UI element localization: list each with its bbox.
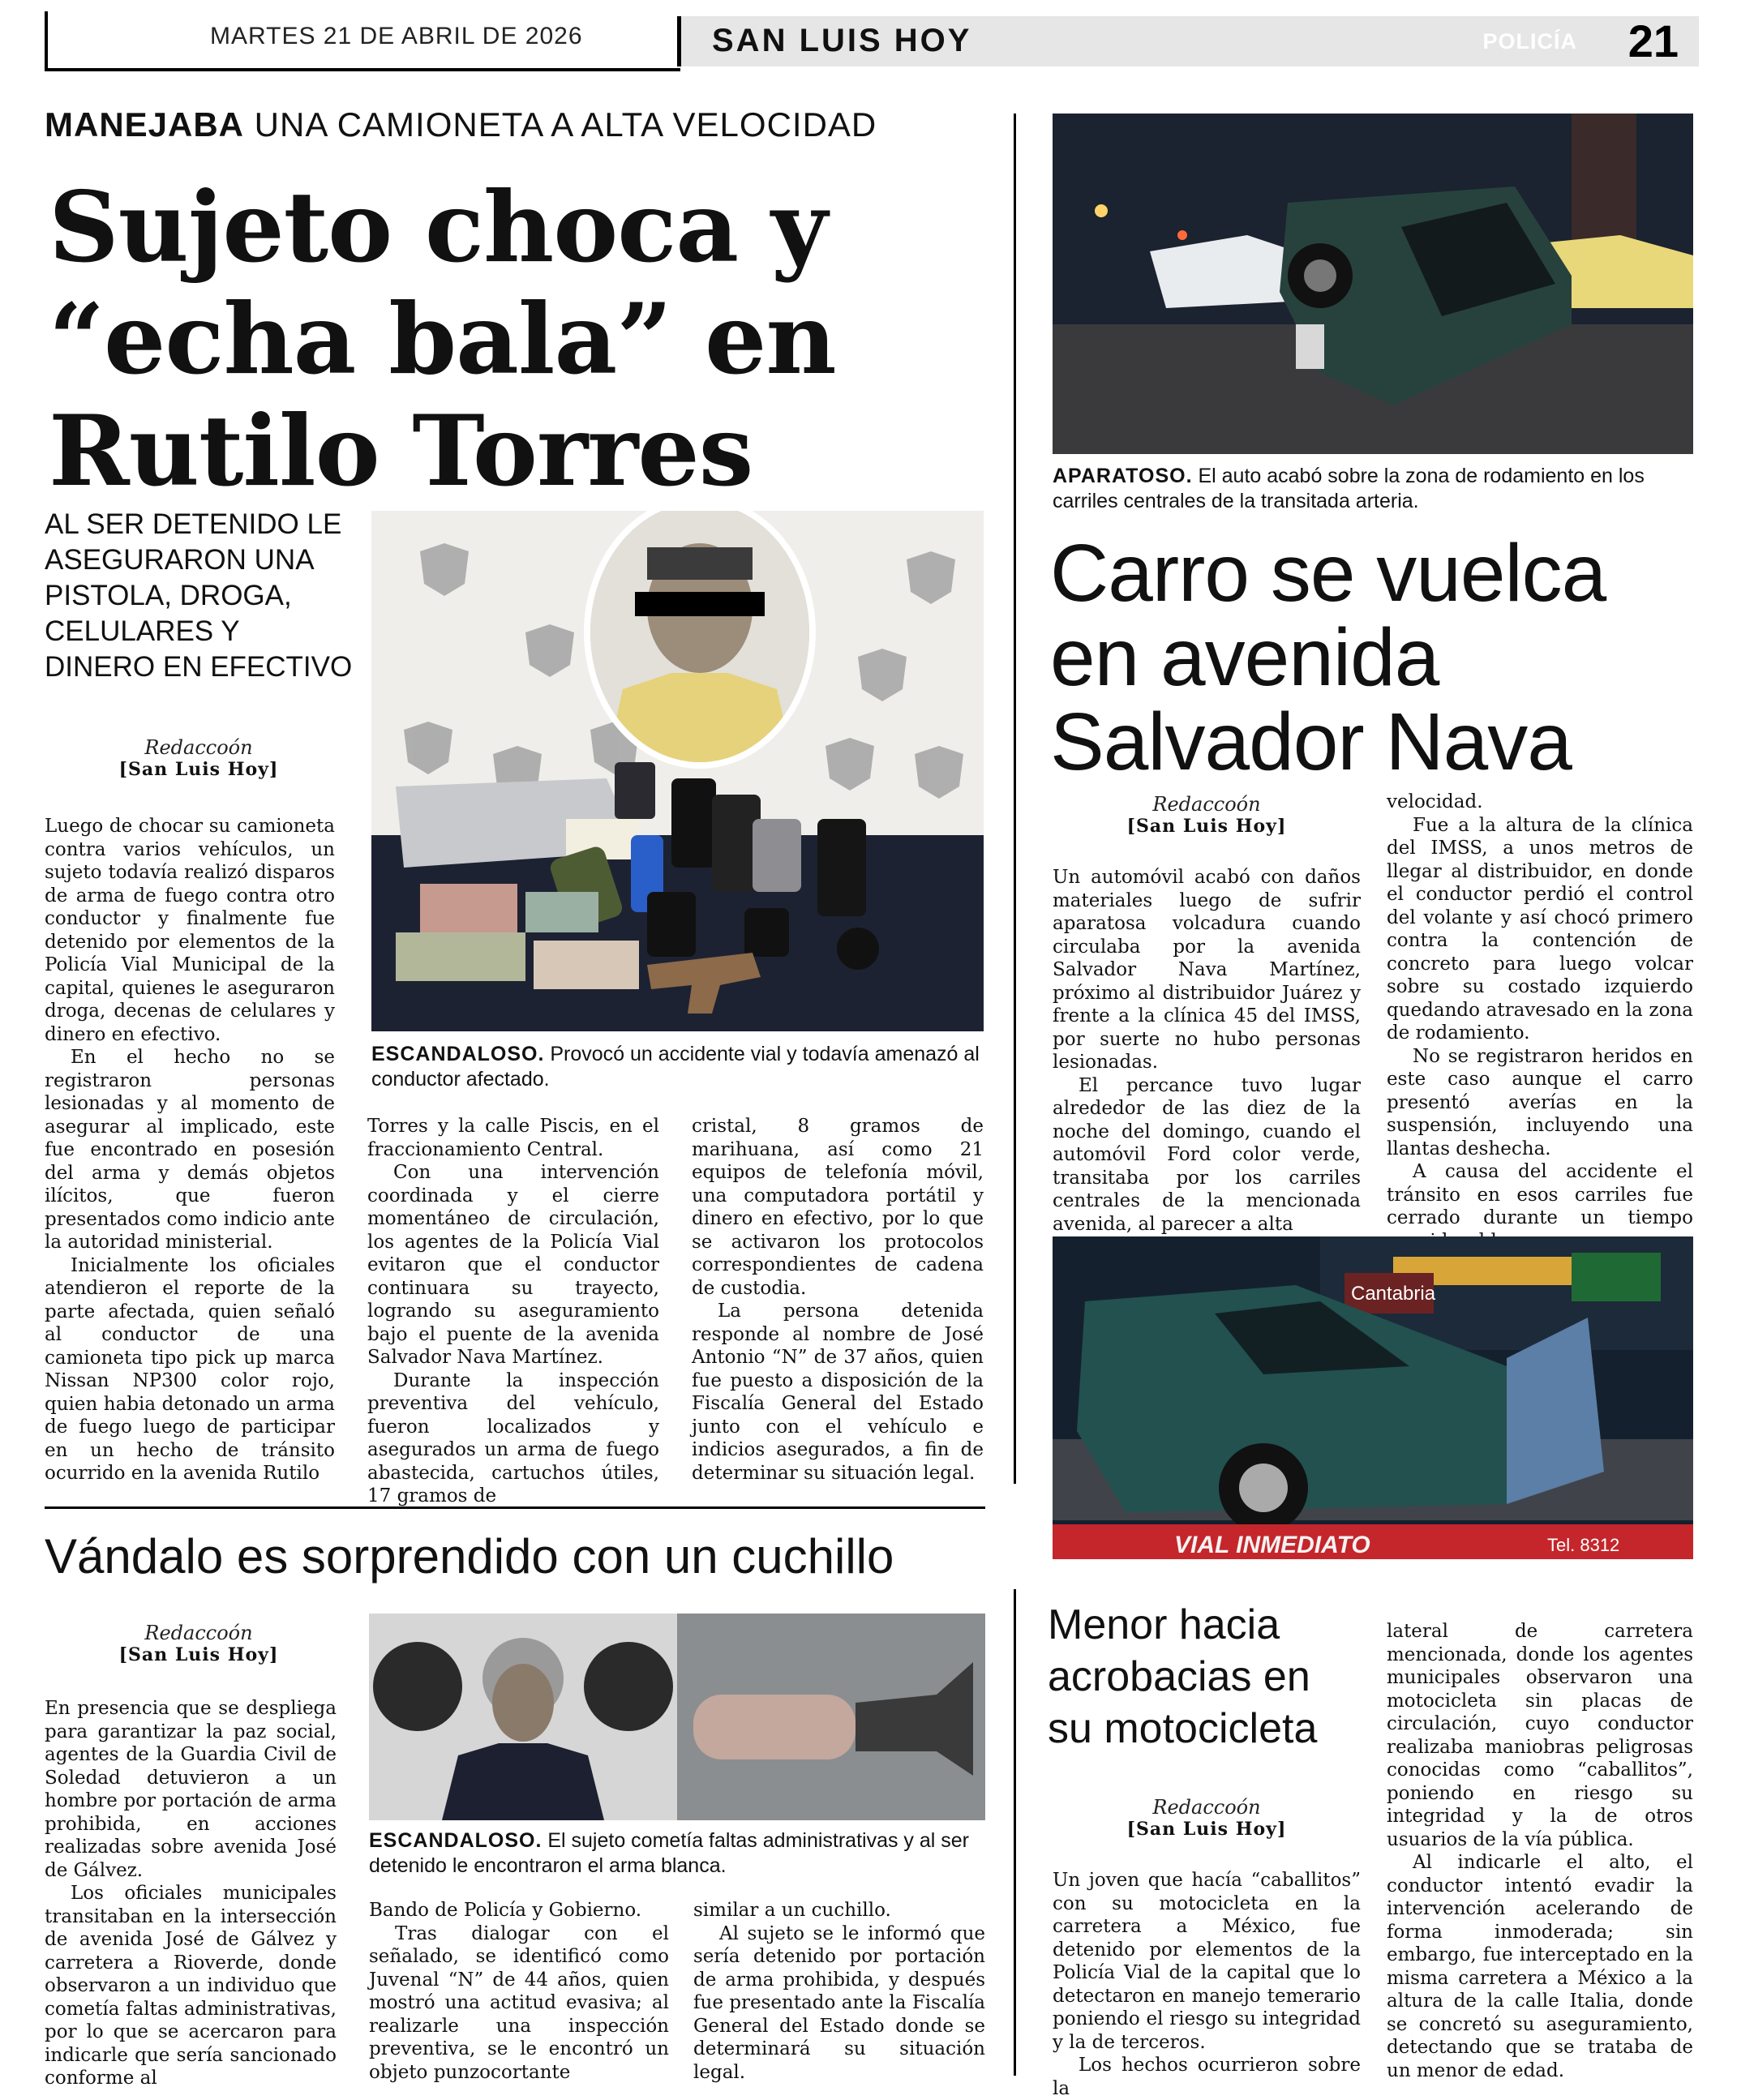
- byline-org: [San Luis Hoy]: [1126, 816, 1287, 837]
- byline-name: Redaccoón: [1152, 793, 1261, 816]
- paragraph: Un joven que hacía “caballitos” con su motocicleta en la carretera a México, fue detenido por elementos de la Policía Vial de la capital que lo detectaron en manejo temerario poniendo el riesgo su integridad y la de terceros.: [1053, 1870, 1361, 2053]
- column-divider-bottom: [1014, 1589, 1016, 2076]
- story2-byline: [1053, 793, 1361, 837]
- story1-headline: [49, 172, 1006, 508]
- story1-deck: AL SER DETENIDO LE ASEGURARON UNA PISTOLA, DROGA, CELULARES Y DINERO EN EFECTIVO: [45, 508, 353, 683]
- kicker-bold: MANEJABA: [45, 105, 245, 144]
- story2-column-2: [1387, 791, 1693, 1253]
- headline-line: Salvador Nava: [1050, 696, 1572, 787]
- paragraph: Durante la inspección preventiva del vehículo, fueron localizados y asegurados un arma de fuego abastecida, cartuchos útiles, 17 gramos de: [367, 1369, 659, 1506]
- byline-name: Redaccoón: [144, 1622, 253, 1644]
- story3-top-rule: [45, 1506, 985, 1509]
- suspect-portrait-svg: [590, 511, 809, 762]
- paragraph: Fue a la altura de la clínica del IMSS, a unos metros de llegar al distribuidor, en donde el conductor perdió el control del volante y así chocó primero contra la contención de concreto para luego volcar sobre su costado izquierdo quedando atravesado en la zona de rodamiento.: [1387, 814, 1693, 1044]
- paragraph: Al sujeto se le informó que sería detenido por portación de arma prohibida, y después fue presentado ante la Fiscalía General del Estado donde se determinará su situación legal.: [693, 1922, 985, 2083]
- headline-line: Menor hacia: [1048, 1601, 1280, 1648]
- column-divider: [1014, 114, 1016, 1484]
- paragraph: Al indicarle el alto, el conductor intentó evadir la intervención acelerando de forma inmoderada; sin embargo, fue interceptado en la misma carretera a México a la altura de la calle Italia, donde se concretó su aseguramiento, detectando que se trataba de un menor de edad.: [1387, 1852, 1693, 2081]
- cantabria-sign-text: Cantabria: [1351, 1283, 1436, 1305]
- byline-name: Redaccoón: [144, 736, 253, 759]
- paragraph: lateral de carretera mencionada, donde los agentes municipales observaron una motocicleta sin placas de circulación, cuyo conductor realizaba maniobras peligrosas conocidas como “caballitos”, poniendo en riesgo su integridad y la de otros usuarios de la vía pública.: [1387, 1621, 1693, 1850]
- paragraph: similar a un cuchillo.: [693, 1900, 891, 1921]
- header-right-bar: [677, 16, 1699, 66]
- story1-column-2: [367, 1115, 659, 1508]
- paragraph: En presencia que se despliega para garantizar la paz social, agentes de la Guardia Civil de Soledad detuvieron a un hombre por portación de arma prohibida, en acciones realizadas sobre avenida José de Gálvez.: [45, 1698, 337, 1881]
- caption-text: El sujeto cometía faltas administrativas y al ser detenido le encontraron el arma blanca.: [369, 1829, 970, 1877]
- kicker-rest: UNA CAMIONETA A ALTA VELOCIDAD: [244, 105, 877, 144]
- paragraph: Con una intervención coordinada y el cierre momentáneo de circulación, los agentes de la Policía Vial evitaron que el conductor continuara su trayecto, logrando su aseguramiento bajo el puente de la avenida Salvador Nava Martínez.: [367, 1162, 659, 1368]
- issue-date: MARTES 21 DE ABRIL DE 2026: [210, 23, 583, 49]
- story1-column-1: [45, 815, 335, 1485]
- headline-line: su motocicleta: [1048, 1705, 1318, 1752]
- story3-column-1: [45, 1697, 337, 2090]
- headline-line: Sujeto choca y: [49, 170, 827, 285]
- story3-column-3: [693, 1899, 985, 2084]
- paragraph: El percance tuvo lugar alrededor de las diez de la noche del domingo, cuando el automóvil Ford color verde, transitaba por los carriles centrales de la mencionada avenida, al parecer a alta: [1053, 1074, 1361, 1235]
- page-number: 21: [1627, 15, 1679, 66]
- caption-text: Provocó un accidente vial y todavía amenazó al conductor afectado.: [371, 1043, 980, 1091]
- story1-caption: [371, 1042, 984, 1092]
- story4-column-1: [1053, 1869, 1361, 2100]
- story4-byline: [1053, 1796, 1361, 1840]
- headline-line: Rutilo Torres: [49, 394, 753, 508]
- caption-text: El auto acabó sobre la zona de rodamiento en los carriles centrales de la transitada arteria.: [1053, 465, 1645, 512]
- paragraph: Inicialmente los oficiales atendieron el reporte de la parte afectada, quien señaló al conductor de una camioneta tipo pick up marca Nissan NP300 color rojo, quien habia detonado un arma de fuego luego de participar en un hecho de tránsito ocurrido en la avenida Rutilo: [45, 1254, 335, 1484]
- story2-column-1: [1053, 866, 1361, 1236]
- story2-photo-bottom: [1053, 1236, 1693, 1559]
- headline-line: en avenida: [1050, 612, 1439, 703]
- paragraph: velocidad.: [1387, 791, 1483, 812]
- paragraph: Los hechos ocurrieron sobre la: [1053, 2055, 1361, 2099]
- story3-headline: Vándalo es sorprendido con un cuchillo: [45, 1529, 894, 1584]
- paragraph: cristal, 8 gramos de marihuana, así como 21 equipos de telefonía móvil, una computadora portátil y dinero en efectivo, por lo que se activaron los protocolos correspondientes de cadena de custodia.: [692, 1116, 984, 1299]
- paragraph: La persona detenida responde al nombre de José Antonio “N” de 37 años, quien fue puesto a disposición de la Fiscalía General del Estado junto con el vehículo e indicios asegurados, a fin de determinar su situación legal.: [692, 1301, 984, 1484]
- tow-tel-text: Tel. 8312: [1547, 1535, 1620, 1555]
- story1-byline: [45, 736, 353, 780]
- story2-caption: [1053, 464, 1693, 514]
- paragraph: Tras dialogar con el señalado, se identificó como Juvenal “N” de 44 años, quien mostró una actitud evasiva; al realizarle una inspección preventiva, se le encontró un objeto punzocortante: [369, 1922, 669, 2083]
- paragraph: No se registraron heridos en este caso aunque el carro presentó averías en la suspensión, incluyendo una llantas deshecha.: [1387, 1045, 1693, 1159]
- towed-car-photo-svg: [1053, 1236, 1693, 1559]
- knife-photo-svg: [369, 1614, 985, 1820]
- headline-line: “echa bala” en: [49, 282, 836, 396]
- headline-line: Carro se vuelca: [1050, 528, 1606, 619]
- story4-headline: [1048, 1599, 1372, 1755]
- tow-banner-text: VIAL INMEDIATO: [1174, 1532, 1370, 1558]
- byline-org: [San Luis Hoy]: [118, 1644, 279, 1665]
- caption-label: ESCANDALOSO.: [369, 1829, 542, 1852]
- story3-byline: [45, 1622, 353, 1665]
- section-name: POLICÍA: [1482, 29, 1577, 54]
- byline-name: Redaccoón: [1152, 1796, 1261, 1819]
- paragraph: Un automóvil acabó con daños materiales luego de sufrir aparatosa volcadura cuando circulaba por la avenida Salvador Nava Martínez, próximo al distribuidor Juárez y frente a la clínica 45 del IMSS, por suerte no hubo personas lesionadas.: [1053, 867, 1361, 1073]
- caption-label: ESCANDALOSO.: [371, 1043, 545, 1065]
- story4-column-2: [1387, 1620, 1693, 2082]
- byline-org: [San Luis Hoy]: [1126, 1819, 1287, 1840]
- story3-photo: [369, 1614, 985, 1820]
- story3-column-2: [369, 1899, 669, 2084]
- overturned-car-photo-svg: [1053, 114, 1693, 454]
- caption-label: APARATOSO.: [1053, 465, 1193, 487]
- story1-photo: [371, 511, 984, 1031]
- paragraph: Luego de chocar su camioneta contra varios vehículos, un sujeto todavía realizó disparos de arma de fuego contra otro conductor y finalmente fue detenido por elementos de la Policía Vial Municipal de la capital, quienes le aseguraron droga, decenas de celulares y dinero en efectivo.: [45, 816, 335, 1045]
- headline-line: acrobacias en: [1048, 1653, 1310, 1700]
- newspaper-brand: SAN LUIS HOY: [712, 23, 972, 58]
- paragraph: En el hecho no se registraron personas lesionadas y al momento de asegurar al implicado, este fue encontrado en posesión del arma y demás objetos ilícitos, que fueron presentados como indicio ante la autoridad ministerial.: [45, 1047, 335, 1253]
- story3-caption: [369, 1828, 985, 1879]
- story1-kicker: [45, 105, 877, 144]
- byline-org: [San Luis Hoy]: [118, 759, 279, 780]
- story2-headline: [1050, 528, 1699, 787]
- paragraph: Torres y la calle Piscis, en el fraccionamiento Central.: [367, 1116, 659, 1160]
- paragraph: Bando de Policía y Gobierno.: [369, 1900, 642, 1921]
- paragraph: Los oficiales municipales transitaban en la intersección de avenida José de Gálvez y carretera a Rioverde, donde observaron a un individuo que cometía faltas administrativas, por lo que se acercaron para indicarle que sería sancionado conforme al: [45, 1883, 337, 2089]
- story1-column-3: [692, 1115, 984, 1485]
- header-left-bar: [45, 11, 680, 71]
- story2-photo-top: [1053, 114, 1693, 454]
- paragraph: A causa del accidente el tránsito en esos carriles fue cerrado durante un tiempo: [1387, 1161, 1693, 1228]
